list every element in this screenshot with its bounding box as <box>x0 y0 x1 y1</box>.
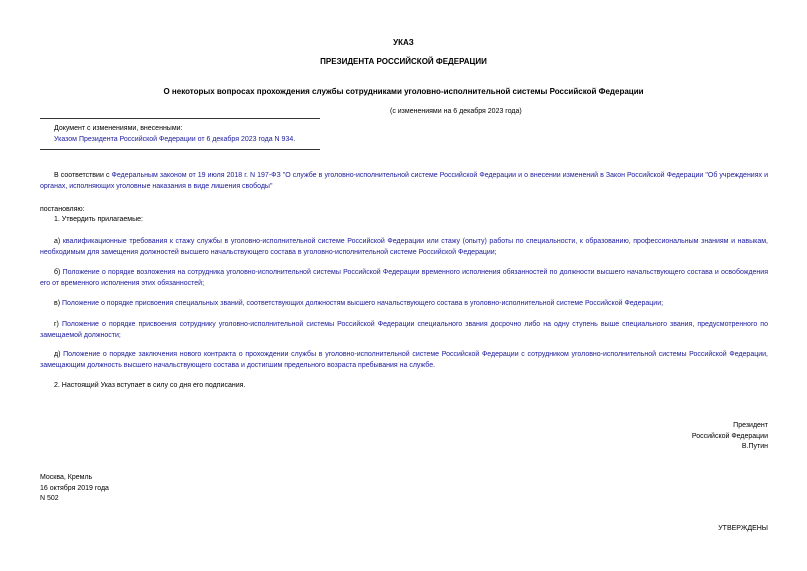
subitem-d <box>40 350 768 371</box>
decree-word: постановляю: <box>40 206 85 213</box>
signature-name: В.Путин <box>741 443 768 450</box>
subitem-v-prefix: в) <box>54 300 62 307</box>
amended-by-label: Документ с изменениями, внесенными: <box>54 125 183 132</box>
subitem-b-prefix: б) <box>54 269 63 276</box>
decree-title: О некоторых вопросах прохождения службы сотрудниками уголовно-исполнительной системы Российской Федерации <box>163 87 644 96</box>
decree-heading: УКАЗ <box>393 38 414 47</box>
subitem-a-prefix: а) <box>54 238 63 245</box>
item-1: 1. Утвердить прилагаемые: <box>54 216 143 223</box>
revision-note: (с изменениями на 6 декабря 2023 года) <box>390 108 522 115</box>
place: Москва, Кремль <box>40 474 93 481</box>
item-2: 2. Настоящий Указ вступает в силу со дня его подписания. <box>54 382 246 389</box>
subitem-g <box>40 320 768 341</box>
divider-bottom <box>40 149 320 150</box>
amended-by-link[interactable]: Указом Президента Российской Федерации от 6 декабря 2023 года N 934. <box>54 136 296 143</box>
approved-label: УТВЕРЖДЕНЫ <box>718 525 768 532</box>
preamble <box>40 171 768 192</box>
subitem-a <box>40 237 768 258</box>
subitem-a-link[interactable]: квалификационные требования к стажу службы в уголовно-исполнительной системе Российской Федерации или стажу (опыту) работы по специальности, к образованию, профессиональным знаниям и навыкам, необходимым для замещения должностей высшего начальствующего состава в уголовно-исполнительной системе Российской Федерации; <box>40 238 769 256</box>
subitem-v-link[interactable]: Положение о порядке присвоения специальных званий, соответствующих должностям высшего начальствующего состава в уголовно-исполнительной системе Российской Федерации; <box>62 300 664 307</box>
subitem-v <box>40 299 768 310</box>
place-date-block <box>40 473 109 505</box>
subitem-b-link[interactable]: Положение о порядке возложения на сотрудника уголовно-исполнительной системы Российской Федерации временного исполнения обязанностей по должности высшего начальствующего состава и освобождения его от временного исполнения этих обязанностей; <box>40 269 768 287</box>
subitem-b <box>40 268 768 289</box>
subitem-d-link[interactable]: Положение о порядке заключения нового контракта о прохождении службы в уголовно-исполнительной системе Российской Федерации с сотрудником уголовно-исполнительной системы Российской Федерации, замещающим должность высшего начальствующего состава и достигшим предельного возраста пребывания на службе. <box>40 351 768 369</box>
preamble-prefix: В соответствии с <box>54 172 112 179</box>
divider-top <box>40 118 320 119</box>
subitem-d-prefix: д) <box>54 351 64 358</box>
decree-issuer: ПРЕЗИДЕНТА РОССИЙСКОЙ ФЕДЕРАЦИИ <box>320 57 487 66</box>
federal-law-link[interactable]: Федеральным законом от 19 июля 2018 г. N 197-ФЗ "О службе в уголовно-исполнительной системе Российской Федерации и о внесении изменений в Закон Российской Федерации "Об учреждениях и органах, исполняющих уголовные наказания в виде лишения свободы" <box>40 172 769 190</box>
signature-title-1: Президент <box>733 422 768 429</box>
signature-title-2: Российской Федерации <box>691 432 768 440</box>
subitem-g-link[interactable]: Положение о порядке присвоения сотруднику уголовно-исполнительной системы Российской Федерации специального звания досрочно либо на одну ступень выше специального звания, предусмотренного по замещаемой должности; <box>40 321 768 339</box>
signature-block <box>692 421 768 453</box>
date: 16 октября 2019 года <box>40 484 109 492</box>
subitem-g-prefix: г) <box>54 321 62 328</box>
decree-number: N 502 <box>40 495 59 502</box>
